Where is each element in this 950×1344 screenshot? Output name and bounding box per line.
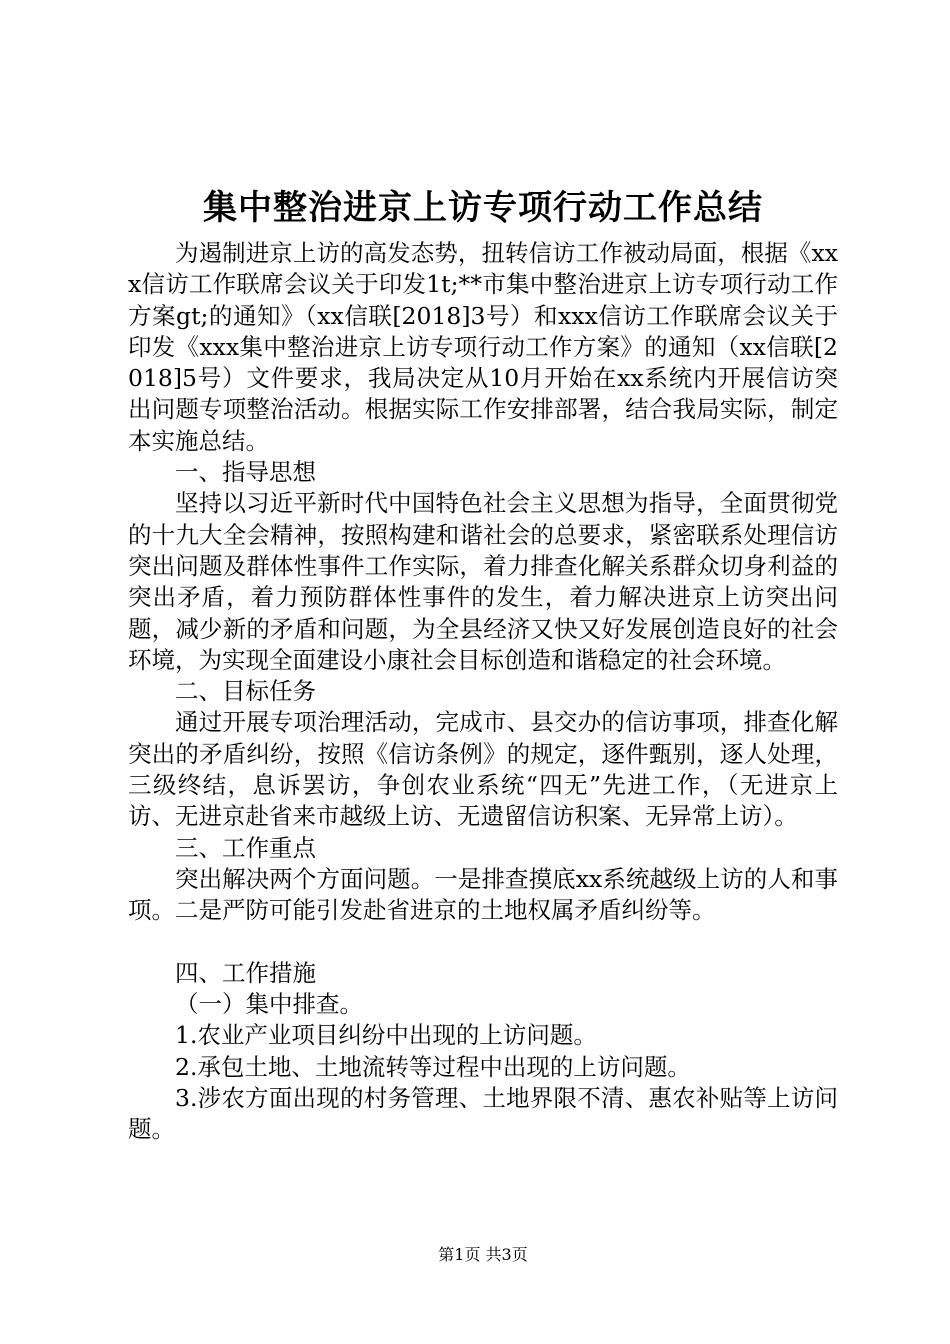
blank-line [128,927,838,958]
list-item: 3.涉农方面出现的村务管理、土地界限不清、惠农补贴等上访问题。 [128,1084,838,1144]
key-points-paragraph: 突出解决两个方面问题。一是排查摸底xx系统越级上访的人和事项。二是严防可能引发赴省进京的土地权属矛盾纠纷等。 [128,864,838,925]
document-body [128,238,838,1146]
section-heading-guiding-ideology: 一、指导思想 [175,458,316,487]
goals-paragraph: 通过开展专项治理活动，完成市、县交办的信访事项，排查化解突出的矛盾纠纷，按照《信访条例》的规定，逐件甄别，逐人处理，三级终结，息诉罢访，争创农业系统“四无”先进工作，（无进京上访、无进京赴省来市越级上访、无遗留信访积案、无异常上访）。 [128,708,838,831]
document-title: 集中整治进京上访专项行动工作总结 [203,188,763,228]
list-item: 2.承包土地、土地流转等过程中出现的上访问题。 [175,1052,691,1081]
subsection-heading-centralized-investigation: （一）集中排查。 [175,990,363,1019]
section-heading-measures: 四、工作措施 [175,958,316,987]
intro-paragraph: 为遏制进京上访的高发态势，扭转信访工作被动局面，根据《xxx信访工作联席会议关于印发1t;**市集中整治进京上访专项行动工作方案gt;的通知》（xx信联[2018]3号）和xxx信访工作联席会议关于印发《xxx集中整治进京上访专项行动工作方案》的通知（xx信联[2018]5号）文件要求，我局决定从10月开始在xx系统内开展信访突出问题专项整治活动。根据实际工作安排部署，结合我局实际，制定本实施总结。 [128,239,838,455]
guiding-ideology-paragraph: 坚持以习近平新时代中国特色社会主义思想为指导，全面贯彻党的十九大全会精神，按照构建和谐社会的总要求，紧密联系处理信访突出问题及群体性事件工作实际，着力排查化解关系群众切身利益的突出矛盾，着力预防群体性事件的发生，着力解决进京上访突出问题，减少新的矛盾和问题，为全县经济又快又好发展创造良好的社会环境，为实现全面建设小康社会目标创造和谐稳定的社会环境。 [128,489,838,674]
document-page [128,0,838,1344]
section-heading-key-points: 三、工作重点 [175,833,316,862]
section-heading-goals: 二、目标任务 [175,677,316,706]
list-item: 1.农业产业项目纠纷中出现的上访问题。 [175,1021,597,1050]
page-number: 第1页 共3页 [438,1245,528,1264]
